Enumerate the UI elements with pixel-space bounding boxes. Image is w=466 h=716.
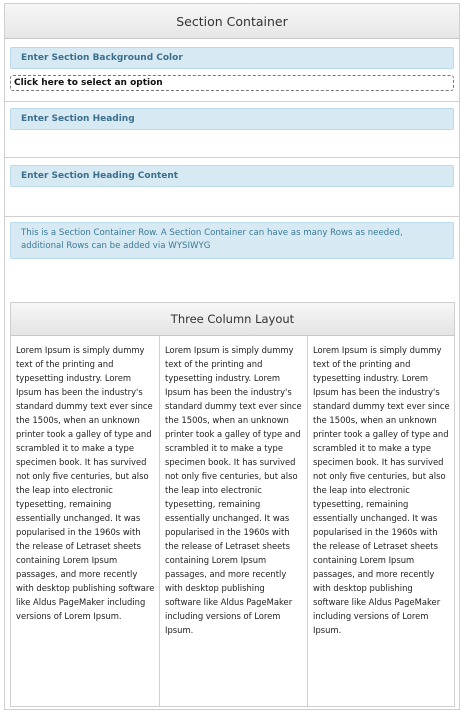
three-column-layout-header [11,303,454,336]
section-row-info [10,222,454,259]
section-row-info-text: This is a Section Container Row. A Section Container can have as many Rows as needed, additional Rows can be added via WYSIWYG [21,228,403,251]
column-2-text: Lorem Ipsum is simply dummy text of the printing and typesetting industry. Lorem Ipsum has been the industry's standard dummy text ever since the 1500s, when an unknown printer took a galley of type and scrambled it to make a type specimen book. It has survived not only five centuries, but also the leap into electronic typesetting, remaining essentially unchanged. It was popularised in the 1960s with the release of Letraset sheets containing Lorem Ipsum passages, and more recently with desktop publishing software like Aldus PageMaker including versions of Lorem Ipsum. [165,345,302,635]
section-heading-content-field[interactable] [10,165,454,187]
section-background-color-field[interactable] [10,47,454,69]
heading-content-section [5,158,459,217]
section-container-title: Section Container [176,13,288,29]
option-select[interactable] [10,75,454,91]
column-2 [159,336,307,706]
section-background-color-label: Enter Section Background Color [21,53,183,63]
three-column-layout [10,302,455,707]
section-heading-content-label: Enter Section Heading Content [21,171,179,181]
column-1 [11,336,159,706]
three-column-layout-title: Three Column Layout [170,312,295,326]
section-heading-label: Enter Section Heading [21,114,135,124]
column-3-text: Lorem Ipsum is simply dummy text of the printing and typesetting industry. Lorem Ipsum has been the industry's standard dummy text ever since the 1500s, when an unknown printer took a galley of type and scrambled it to make a type specimen book. It has survived not only five centuries, but also the leap into electronic typesetting, remaining essentially unchanged. It was popularised in the 1960s with the release of Letraset sheets containing Lorem Ipsum passages, and more recently with desktop publishing software like Aldus PageMaker including versions of Lorem Ipsum. [313,345,450,635]
background-color-section [5,39,459,102]
heading-section [5,102,459,158]
section-container [4,3,460,710]
column-1-text: Lorem Ipsum is simply dummy text of the printing and typesetting industry. Lorem Ipsum has been the industry's standard dummy text ever since the 1500s, when an unknown printer took a galley of type and scrambled it to make a type specimen book. It has survived not only five centuries, but also the leap into electronic typesetting, remaining essentially unchanged. It was popularised in the 1960s with the release of Letraset sheets containing Lorem Ipsum passages, and more recently with desktop publishing software like Aldus PageMaker including versions of Lorem Ipsum. [16,345,155,621]
section-heading-field[interactable] [10,108,454,130]
option-select-label: Click here to select an option [14,78,163,88]
column-3 [307,336,454,706]
section-container-header [5,4,459,39]
